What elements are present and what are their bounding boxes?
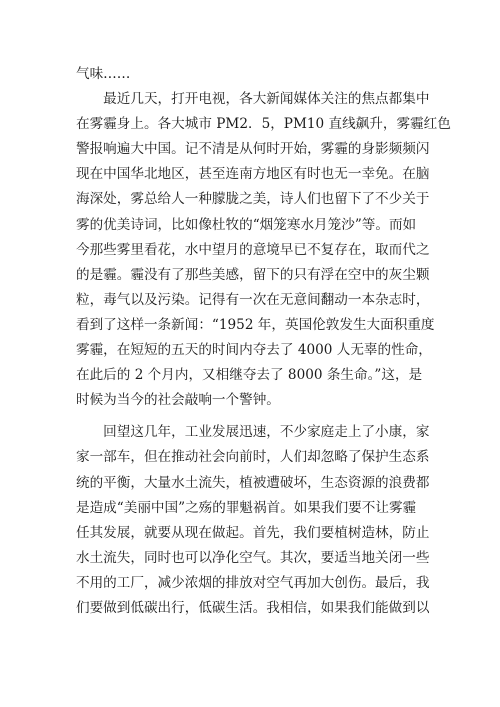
text-line: 在雾霾身上。各大城市 PM2．5，PM10 直线飙升，雾霾红色 [76,116,451,133]
document-body [76,62,451,621]
text-line: 家一部车，但在推动社会向前时，人们却忽略了保护生态系 [76,449,430,466]
text-line: 们要做到低碳出行，低碳生活。我相信，如果我们能做到以 [76,599,430,616]
text-line: 在此后的 2 个月内，又相继夺去了 8000 条生命。”这，是 [76,367,423,384]
text-line: 统的平衡，大量水土流失，植被遭破坏，生态资源的浪费都 [76,474,430,491]
text-line: 警报响遍大中国。记不清是从何时开始，雾霾的身影频频闪 [76,141,430,158]
text-line: 现在中国华北地区，甚至连南方地区有时也无一幸免。在脑 [76,166,430,183]
text-line: 海深处，雾总给人一种朦胧之美，诗人们也留下了不少关于 [76,191,430,208]
text-line: 任其发展，就要从现在做起。首先，我们要植树造林，防止 [76,524,430,541]
text-line: 回望这几年，工业发展迅速，不少家庭走上了小康，家 [76,424,430,441]
text-line: 看到了这样一条新闻：“1952 年，英国伦敦发生大面积重度 [76,316,435,333]
text-line: 水土流失，同时也可以净化空气。其次，要适当地关闭一些 [76,549,430,566]
text-line: 是造成“美丽中国”之殇的罪魁祸首。如果我们要不让雾霾 [76,499,417,516]
text-line: 粒，毒气以及污染。记得有一次在无意间翻动一本杂志时， [76,291,430,308]
text-line: 时候为当今的社会敲响一个警钟。 [76,392,280,409]
text-line: 雾霾，在短短的五天的时间内夺去了 4000 人无辜的性命， [76,342,432,359]
text-line: 气味…… [76,66,131,82]
text-line: 的是霾。霾没有了那些美感，留下的只有浮在空中的灰尘颗 [76,266,430,283]
text-line: 不用的工厂，减少浓烟的排放对空气再加大创伤。最后，我 [76,574,430,591]
text-line: 最近几天，打开电视，各大新闻媒体关注的焦点都集中 [76,91,430,108]
paragraph-gap [76,413,430,420]
text-line: 今那些雾里看花，水中望月的意境早已不复存在，取而代之 [76,241,430,258]
text-line: 雾的优美诗词，比如像杜牧的“烟笼寒水月笼沙”等。而如 [76,216,417,233]
